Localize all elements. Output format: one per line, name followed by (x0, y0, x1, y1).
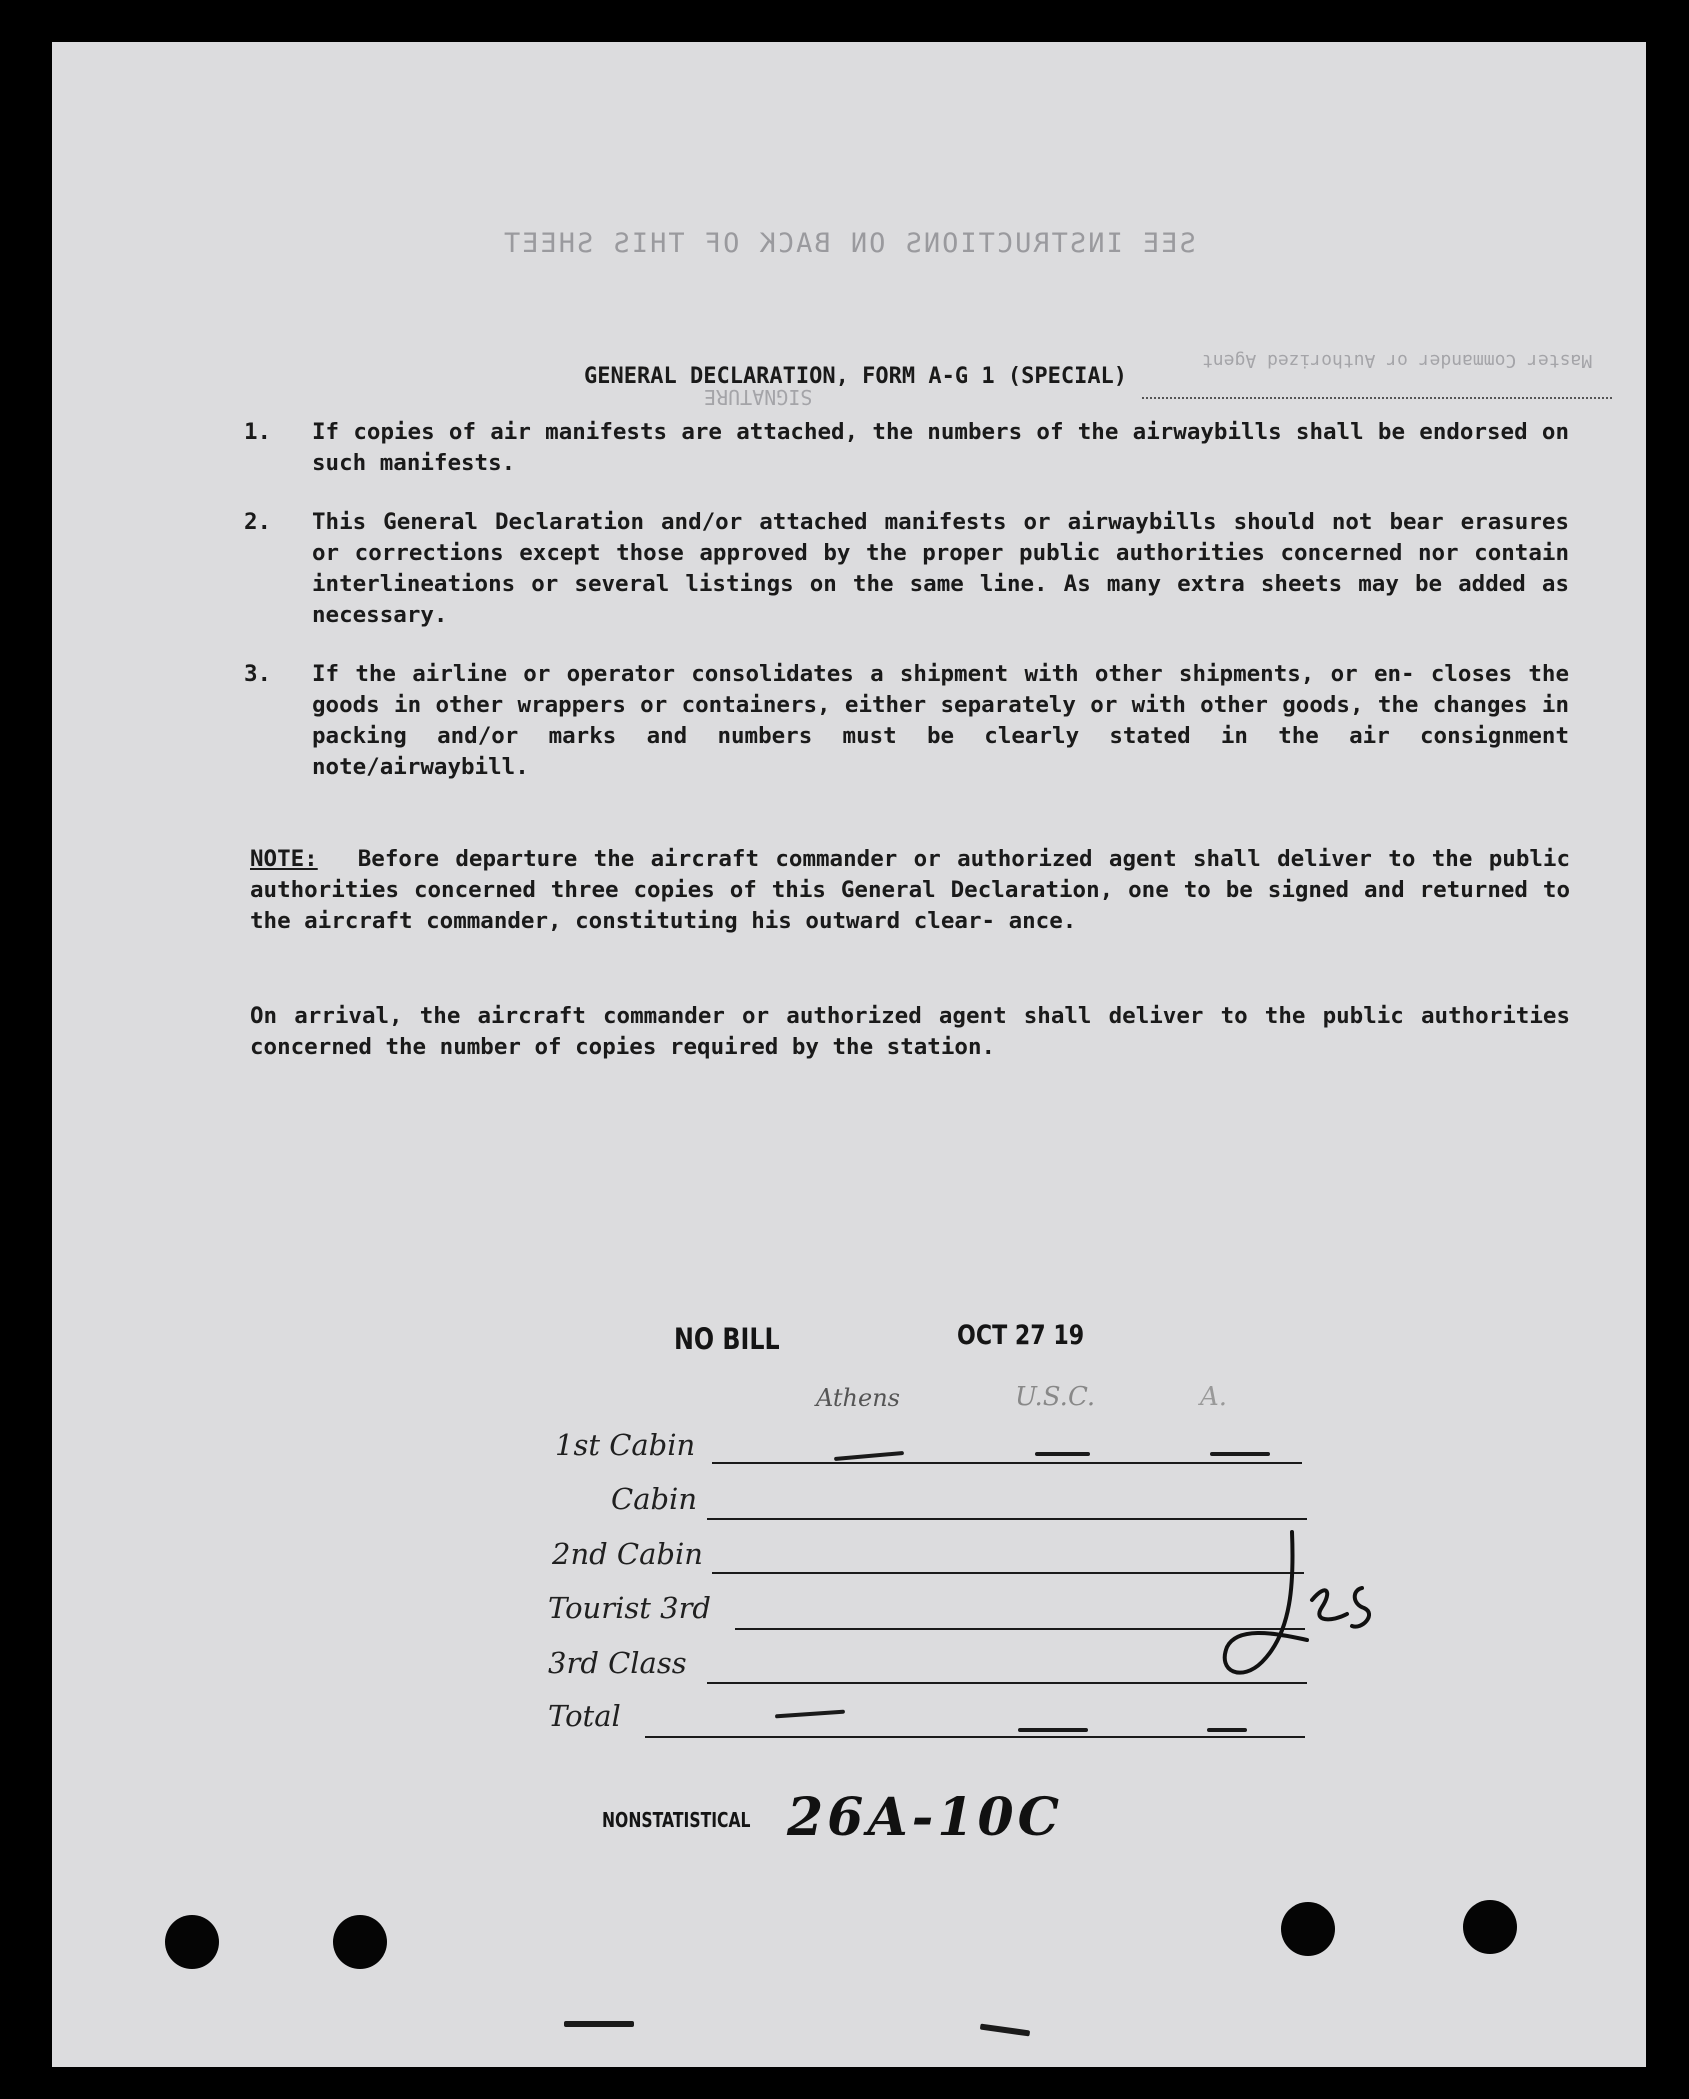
note-text: Before departure the aircraft commander or authorized agent shall deliver to the public authorities concerned three copies of this General Declaration, one to be signed and returned to the aircraft commander, constituting his outward clear- ance. (250, 846, 1570, 934)
ghost-signature-caption: Master Commander or Authorized Agent (1202, 350, 1593, 371)
ghost-signature-label: SIGNATURE (704, 385, 813, 409)
handwritten-dash (1018, 1728, 1088, 1732)
handwritten-dash (1035, 1452, 1090, 1456)
row-label-2nd-cabin: 2nd Cabin (552, 1537, 703, 1571)
no-bill-stamp: NO BILL (674, 1322, 780, 1356)
bottom-mark (980, 2024, 1030, 2037)
instruction-number: 3. (244, 661, 272, 687)
handwritten-dash (1210, 1452, 1270, 1456)
instruction-text: If copies of air manifests are attached, the numbers of the airwaybills shall be endorsed on such manifests. (312, 419, 1569, 476)
arrival-paragraph: On arrival, the aircraft commander or authorized agent shall deliver to the public authorities concerned the number of copies required by the station. (250, 1003, 1570, 1060)
mirrored-instruction-text: SEE INSTRUCTIONS ON BACK OF THIS SHEET (502, 228, 1196, 259)
instruction-text: This General Declaration and/or attached manifests or airwaybills should not bear erasures or corrections except those approved by the proper public authorities concerned nor contain interlineations or several listings on the same line. As many extra sheets may be added as necessary. (312, 509, 1569, 628)
stamp-column-header: A. (1200, 1382, 1228, 1412)
instruction-number: 1. (244, 419, 272, 445)
note-paragraph (250, 844, 1570, 937)
row-label-3rd-class: 3rd Class (548, 1646, 687, 1680)
nonstatistical-stamp: NONSTATISTICAL (602, 1808, 751, 1832)
punch-hole (1463, 1900, 1517, 1954)
punch-hole (1281, 1902, 1335, 1956)
row-rule (645, 1736, 1305, 1738)
handwritten-dash (834, 1451, 904, 1461)
instruction-item-1 (244, 417, 1569, 479)
punch-hole (165, 1915, 219, 1969)
instruction-text: If the airline or operator consolidates a shipment with other shipments, or en- closes the goods in other wrappers or containers, either separately or with other goods, the changes in packing and/or marks and numbers must be clearly stated in the air consignment note/airwaybill. (312, 661, 1569, 780)
note-label: NOTE: (250, 846, 318, 872)
form-title: GENERAL DECLARATION, FORM A-G 1 (SPECIAL) (584, 364, 1128, 389)
handwritten-code: 26A-10C (787, 1787, 1064, 1848)
instruction-number: 2. (244, 509, 272, 535)
handwritten-dash (775, 1710, 845, 1719)
row-rule (707, 1518, 1307, 1520)
row-rule (712, 1462, 1302, 1464)
date-stamp: OCT 27 19 (957, 1320, 1085, 1351)
signature-dotted-line (1142, 397, 1612, 399)
row-label-cabin: Cabin (611, 1482, 697, 1516)
stamp-column-header: U.S.C. (1015, 1382, 1096, 1412)
instruction-item-3 (244, 659, 1569, 783)
row-label-1st-cabin: 1st Cabin (555, 1428, 696, 1462)
bottom-mark (564, 2021, 634, 2027)
stamp-column-header: Athens (816, 1384, 900, 1412)
initials-signature (1212, 1522, 1412, 1697)
handwritten-dash (1207, 1728, 1247, 1732)
row-label-total: Total (548, 1699, 621, 1733)
document-page (52, 42, 1646, 2067)
instruction-item-2 (244, 507, 1569, 631)
punch-hole (333, 1915, 387, 1969)
initials-text: JS (1212, 1522, 1214, 1523)
row-label-tourist-3rd: Tourist 3rd (548, 1591, 711, 1625)
